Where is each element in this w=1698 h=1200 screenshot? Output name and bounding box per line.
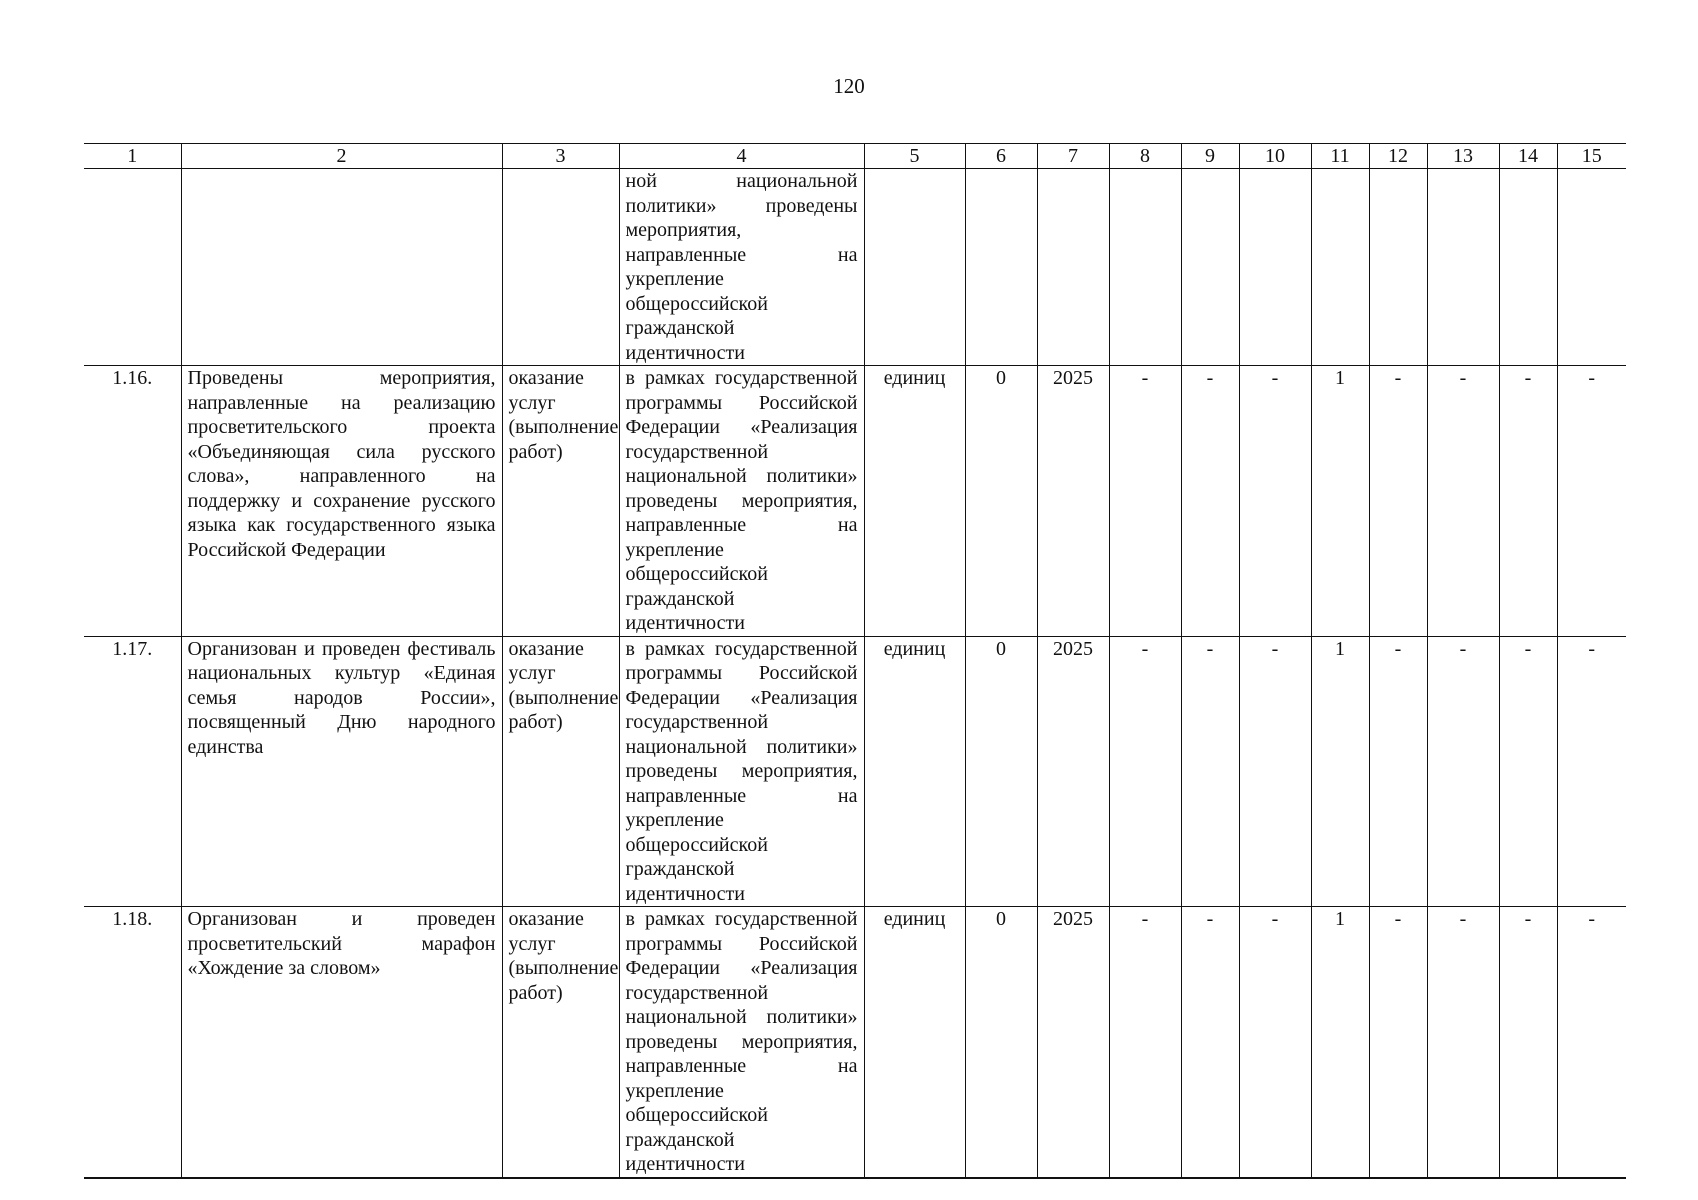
value-col-9 xyxy=(1181,169,1239,366)
activity-type: оказание услуг (выполнение работ) xyxy=(502,636,619,907)
value-col-9: - xyxy=(1181,366,1239,637)
value-col-13: - xyxy=(1427,636,1499,907)
year: 2025 xyxy=(1037,366,1109,637)
column-header: 1 xyxy=(84,144,181,169)
column-header: 8 xyxy=(1109,144,1181,169)
column-header: 7 xyxy=(1037,144,1109,169)
column-header: 4 xyxy=(619,144,864,169)
row-index: 1.16. xyxy=(84,366,181,637)
value-col-15: - xyxy=(1557,366,1626,637)
activity-type: оказание услуг (выполнение работ) xyxy=(502,366,619,637)
activity-type xyxy=(502,169,619,366)
value-col-8: - xyxy=(1109,366,1181,637)
column-header: 9 xyxy=(1181,144,1239,169)
value-col-11: 1 xyxy=(1311,907,1369,1178)
value-col-14: - xyxy=(1499,366,1557,637)
activity-description: Организован и проведен просветительский марафон «Хождение за словом» xyxy=(181,907,502,1178)
continuation-row xyxy=(84,169,1626,366)
value-col-8 xyxy=(1109,169,1181,366)
value-col-10: - xyxy=(1239,366,1311,637)
value-col-11: 1 xyxy=(1311,636,1369,907)
column-header: 2 xyxy=(181,144,502,169)
activity-description xyxy=(181,169,502,366)
value-col-11 xyxy=(1311,169,1369,366)
year xyxy=(1037,169,1109,366)
value-col-13: - xyxy=(1427,366,1499,637)
data-table xyxy=(84,143,1626,1179)
value-col-8: - xyxy=(1109,907,1181,1178)
column-header: 15 xyxy=(1557,144,1626,169)
base-value: 0 xyxy=(965,636,1037,907)
column-header: 13 xyxy=(1427,144,1499,169)
value-col-12: - xyxy=(1369,636,1427,907)
value-col-13: - xyxy=(1427,907,1499,1178)
table-row xyxy=(84,636,1626,907)
column-header: 3 xyxy=(502,144,619,169)
base-value: 0 xyxy=(965,907,1037,1178)
activity-result: в рамках государственной программы Российской Федерации «Реализация государственной национальной политики» проведены мероприятия, направленные на укрепление общероссийской гражданской идентичности xyxy=(619,636,864,907)
value-col-10: - xyxy=(1239,907,1311,1178)
table-row xyxy=(84,366,1626,637)
value-col-15: - xyxy=(1557,907,1626,1178)
activity-description: Проведены мероприятия, направленные на реализацию просветительского проекта «Объединяющая сила русского слова», направленного на поддержку и сохранение русского языка как государственного языка Российской Федерации xyxy=(181,366,502,637)
value-col-12: - xyxy=(1369,366,1427,637)
row-index: 1.17. xyxy=(84,636,181,907)
activity-result: в рамках государственной программы Российской Федерации «Реализация государственной национальной политики» проведены мероприятия, направленные на укрепление общероссийской гражданской идентичности xyxy=(619,907,864,1178)
activity-type: оказание услуг (выполнение работ) xyxy=(502,907,619,1178)
column-number-header-row xyxy=(84,144,1626,169)
value-col-15 xyxy=(1557,169,1626,366)
base-value xyxy=(965,169,1037,366)
row-index: 1.18. xyxy=(84,907,181,1178)
value-col-12: - xyxy=(1369,907,1427,1178)
base-value: 0 xyxy=(965,366,1037,637)
value-col-10: - xyxy=(1239,636,1311,907)
value-col-14: - xyxy=(1499,636,1557,907)
unit: единиц xyxy=(864,366,965,637)
table-row xyxy=(84,907,1626,1178)
value-col-12 xyxy=(1369,169,1427,366)
column-header: 5 xyxy=(864,144,965,169)
unit: единиц xyxy=(864,907,965,1178)
value-col-15: - xyxy=(1557,636,1626,907)
year: 2025 xyxy=(1037,636,1109,907)
year: 2025 xyxy=(1037,907,1109,1178)
value-col-11: 1 xyxy=(1311,366,1369,637)
column-header: 11 xyxy=(1311,144,1369,169)
activity-result: ной национальной политики» проведены мероприятия, направленные на укрепление общероссийской гражданской идентичности xyxy=(619,169,864,366)
value-col-8: - xyxy=(1109,636,1181,907)
value-col-9: - xyxy=(1181,907,1239,1178)
row-index xyxy=(84,169,181,366)
page-number: 120 xyxy=(833,74,865,98)
column-header: 10 xyxy=(1239,144,1311,169)
column-header: 14 xyxy=(1499,144,1557,169)
value-col-9: - xyxy=(1181,636,1239,907)
column-header: 6 xyxy=(965,144,1037,169)
unit: единиц xyxy=(864,636,965,907)
unit xyxy=(864,169,965,366)
value-col-14 xyxy=(1499,169,1557,366)
value-col-14: - xyxy=(1499,907,1557,1178)
activity-description: Организован и проведен фестиваль национальных культур «Единая семья народов России», посвященный Дню народного единства xyxy=(181,636,502,907)
activity-result: в рамках государственной программы Российской Федерации «Реализация государственной национальной политики» проведены мероприятия, направленные на укрепление общероссийской гражданской идентичности xyxy=(619,366,864,637)
value-col-10 xyxy=(1239,169,1311,366)
value-col-13 xyxy=(1427,169,1499,366)
column-header: 12 xyxy=(1369,144,1427,169)
